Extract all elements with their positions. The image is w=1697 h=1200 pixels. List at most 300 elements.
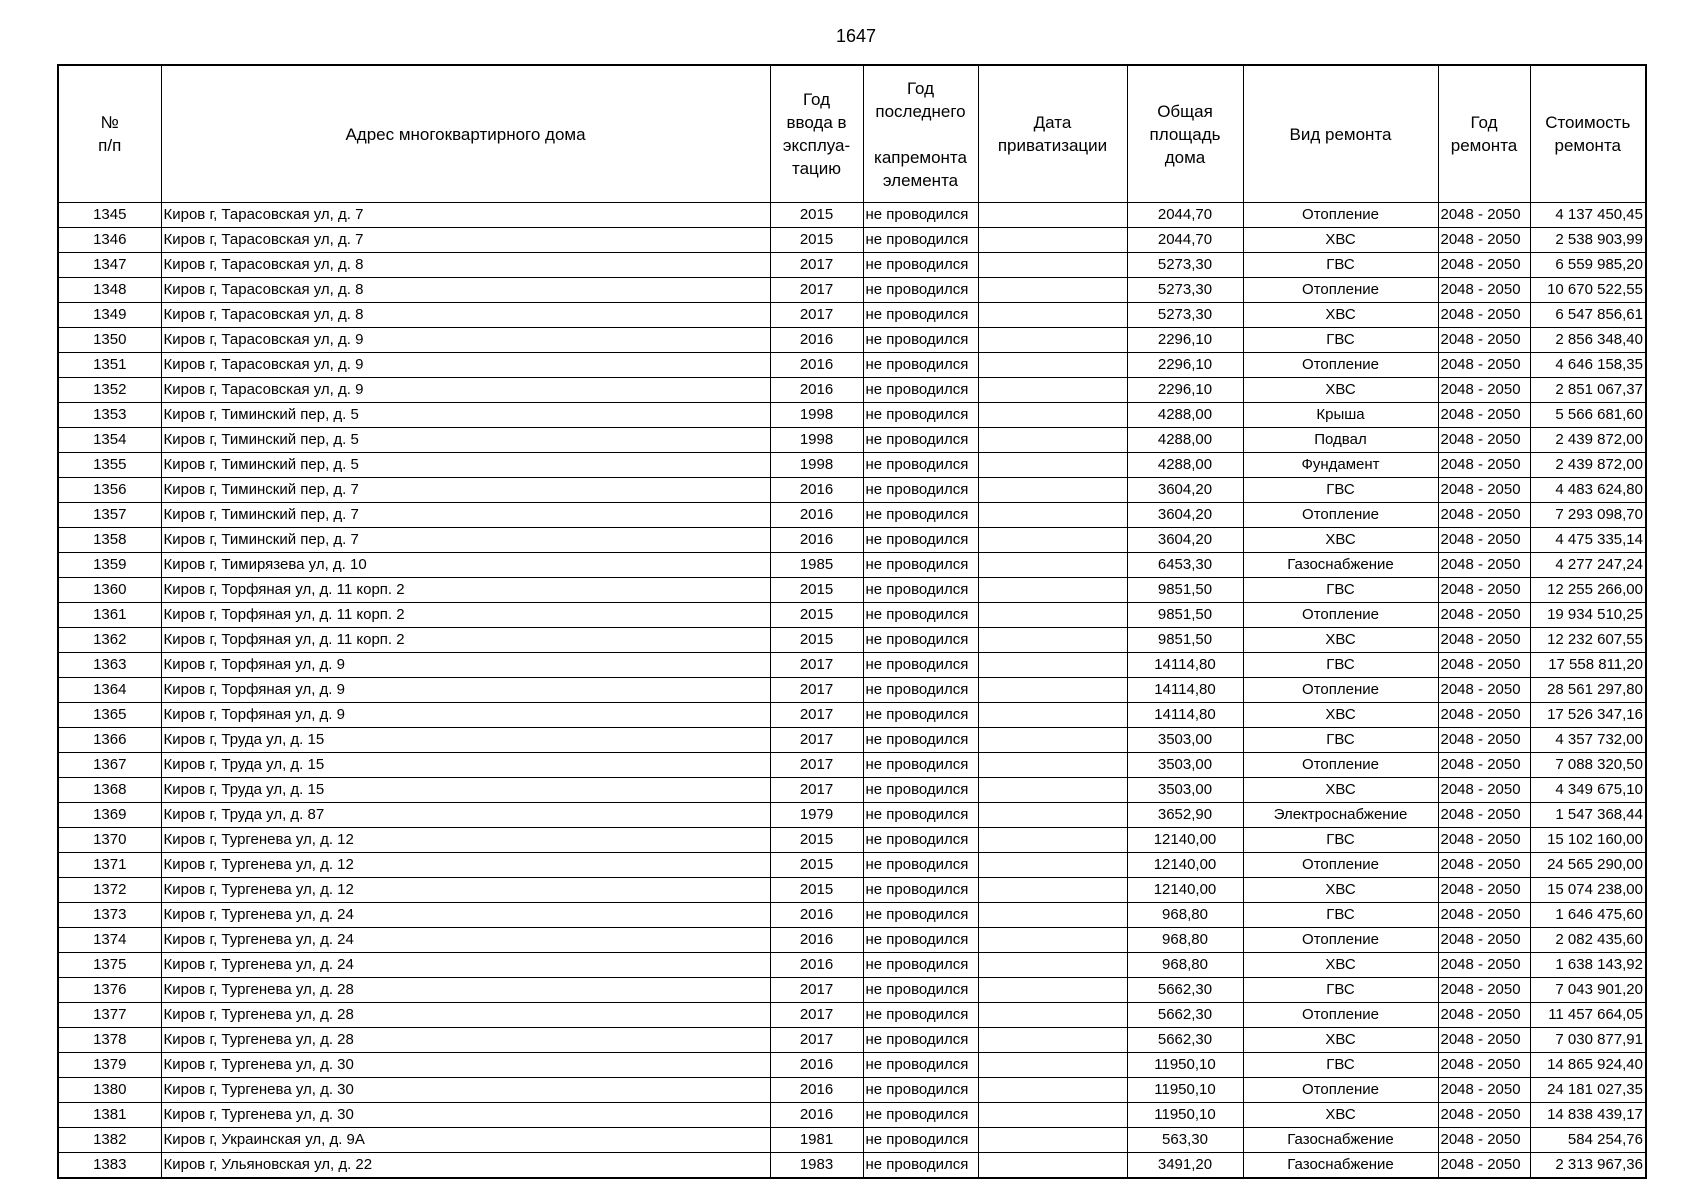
last-repair-cell: не проводился xyxy=(863,728,978,753)
repair-type-cell: ХВС xyxy=(1243,778,1438,803)
cost-cell: 15 074 238,00 xyxy=(1530,878,1646,903)
address-cell: Киров г, Тургенева ул, д. 12 xyxy=(161,853,770,878)
repair-period-cell: 2048 - 2050 xyxy=(1438,1078,1530,1103)
row-number: 1352 xyxy=(58,378,161,403)
year-built-cell: 2015 xyxy=(770,603,863,628)
table-header xyxy=(58,65,1646,203)
repair-type-cell: ХВС xyxy=(1243,1103,1438,1128)
table-row xyxy=(58,928,1646,953)
table-row xyxy=(58,228,1646,253)
area-cell: 11950,10 xyxy=(1127,1103,1243,1128)
table-row xyxy=(58,1078,1646,1103)
cost-cell: 4 646 158,35 xyxy=(1530,353,1646,378)
repair-type-cell: ГВС xyxy=(1243,828,1438,853)
area-cell: 14114,80 xyxy=(1127,703,1243,728)
table-row xyxy=(58,903,1646,928)
last-repair-cell: не проводился xyxy=(863,978,978,1003)
cost-cell: 14 865 924,40 xyxy=(1530,1053,1646,1078)
row-number: 1357 xyxy=(58,503,161,528)
year-built-cell: 2015 xyxy=(770,578,863,603)
repair-period-cell: 2048 - 2050 xyxy=(1438,403,1530,428)
year-built-cell: 2017 xyxy=(770,303,863,328)
repair-type-cell: Электроснабжение xyxy=(1243,803,1438,828)
last-repair-cell: не проводился xyxy=(863,778,978,803)
repair-type-cell: Отопление xyxy=(1243,928,1438,953)
repair-period-cell: 2048 - 2050 xyxy=(1438,528,1530,553)
row-number: 1381 xyxy=(58,1103,161,1128)
repair-type-cell: ГВС xyxy=(1243,903,1438,928)
privatization-cell xyxy=(978,328,1127,353)
repair-period-cell: 2048 - 2050 xyxy=(1438,853,1530,878)
repair-type-cell: ХВС xyxy=(1243,378,1438,403)
address-cell: Киров г, Тиминский пер, д. 5 xyxy=(161,403,770,428)
year-built-cell: 2015 xyxy=(770,828,863,853)
address-cell: Киров г, Труда ул, д. 87 xyxy=(161,803,770,828)
repair-type-cell: Отопление xyxy=(1243,603,1438,628)
header-address: Адрес многоквартирного дома xyxy=(161,65,770,203)
privatization-cell xyxy=(978,1028,1127,1053)
header-area: Общая площадь дома xyxy=(1127,65,1243,203)
last-repair-cell: не проводился xyxy=(863,1103,978,1128)
year-built-cell: 2016 xyxy=(770,1103,863,1128)
privatization-cell xyxy=(978,403,1127,428)
area-cell: 11950,10 xyxy=(1127,1053,1243,1078)
address-cell: Киров г, Тургенева ул, д. 28 xyxy=(161,1003,770,1028)
repair-type-cell: Отопление xyxy=(1243,503,1438,528)
repair-period-cell: 2048 - 2050 xyxy=(1438,203,1530,228)
row-number: 1351 xyxy=(58,353,161,378)
table-row xyxy=(58,403,1646,428)
address-cell: Киров г, Тарасовская ул, д. 8 xyxy=(161,303,770,328)
table-row xyxy=(58,1053,1646,1078)
area-cell: 2296,10 xyxy=(1127,328,1243,353)
repair-period-cell: 2048 - 2050 xyxy=(1438,803,1530,828)
address-cell: Киров г, Тургенева ул, д. 12 xyxy=(161,828,770,853)
table-row xyxy=(58,678,1646,703)
repair-type-cell: Отопление xyxy=(1243,678,1438,703)
year-built-cell: 2016 xyxy=(770,503,863,528)
address-cell: Киров г, Тарасовская ул, д. 8 xyxy=(161,253,770,278)
year-built-cell: 2015 xyxy=(770,878,863,903)
cost-cell: 28 561 297,80 xyxy=(1530,678,1646,703)
row-number: 1345 xyxy=(58,203,161,228)
table-row xyxy=(58,553,1646,578)
year-built-cell: 2017 xyxy=(770,978,863,1003)
row-number: 1362 xyxy=(58,628,161,653)
row-number: 1350 xyxy=(58,328,161,353)
year-built-cell: 2017 xyxy=(770,1003,863,1028)
repair-period-cell: 2048 - 2050 xyxy=(1438,728,1530,753)
last-repair-cell: не проводился xyxy=(863,928,978,953)
row-number: 1383 xyxy=(58,1153,161,1179)
privatization-cell xyxy=(978,653,1127,678)
address-cell: Киров г, Тургенева ул, д. 30 xyxy=(161,1053,770,1078)
cost-cell: 14 838 439,17 xyxy=(1530,1103,1646,1128)
privatization-cell xyxy=(978,378,1127,403)
table-row xyxy=(58,953,1646,978)
repair-type-cell: Газоснабжение xyxy=(1243,553,1438,578)
header-year-built: Год ввода в эксплуа- тацию xyxy=(770,65,863,203)
area-cell: 3604,20 xyxy=(1127,503,1243,528)
address-cell: Киров г, Тиминский пер, д. 7 xyxy=(161,528,770,553)
address-cell: Киров г, Торфяная ул, д. 11 корп. 2 xyxy=(161,603,770,628)
address-cell: Киров г, Тарасовская ул, д. 9 xyxy=(161,328,770,353)
area-cell: 2296,10 xyxy=(1127,353,1243,378)
year-built-cell: 1998 xyxy=(770,403,863,428)
table-row xyxy=(58,578,1646,603)
row-number: 1365 xyxy=(58,703,161,728)
address-cell: Киров г, Торфяная ул, д. 11 корп. 2 xyxy=(161,578,770,603)
cost-cell: 10 670 522,55 xyxy=(1530,278,1646,303)
privatization-cell xyxy=(978,828,1127,853)
privatization-cell xyxy=(978,253,1127,278)
repair-type-cell: ГВС xyxy=(1243,478,1438,503)
year-built-cell: 2016 xyxy=(770,478,863,503)
repair-period-cell: 2048 - 2050 xyxy=(1438,228,1530,253)
repair-period-cell: 2048 - 2050 xyxy=(1438,278,1530,303)
repair-period-cell: 2048 - 2050 xyxy=(1438,1128,1530,1153)
cost-cell: 4 357 732,00 xyxy=(1530,728,1646,753)
repair-period-cell: 2048 - 2050 xyxy=(1438,753,1530,778)
area-cell: 12140,00 xyxy=(1127,853,1243,878)
privatization-cell xyxy=(978,203,1127,228)
row-number: 1361 xyxy=(58,603,161,628)
area-cell: 9851,50 xyxy=(1127,628,1243,653)
repair-period-cell: 2048 - 2050 xyxy=(1438,328,1530,353)
row-number: 1368 xyxy=(58,778,161,803)
area-cell: 5662,30 xyxy=(1127,1003,1243,1028)
address-cell: Киров г, Тиминский пер, д. 7 xyxy=(161,503,770,528)
table-row xyxy=(58,503,1646,528)
privatization-cell xyxy=(978,1078,1127,1103)
row-number: 1367 xyxy=(58,753,161,778)
address-cell: Киров г, Тургенева ул, д. 28 xyxy=(161,978,770,1003)
last-repair-cell: не проводился xyxy=(863,753,978,778)
address-cell: Киров г, Тимирязева ул, д. 10 xyxy=(161,553,770,578)
table-row xyxy=(58,1003,1646,1028)
address-cell: Киров г, Тургенева ул, д. 12 xyxy=(161,878,770,903)
cost-cell: 4 349 675,10 xyxy=(1530,778,1646,803)
year-built-cell: 1998 xyxy=(770,453,863,478)
repair-period-cell: 2048 - 2050 xyxy=(1438,628,1530,653)
privatization-cell xyxy=(978,878,1127,903)
privatization-cell xyxy=(978,303,1127,328)
year-built-cell: 1979 xyxy=(770,803,863,828)
privatization-cell xyxy=(978,228,1127,253)
table-row xyxy=(58,828,1646,853)
area-cell: 968,80 xyxy=(1127,953,1243,978)
year-built-cell: 2017 xyxy=(770,778,863,803)
repair-period-cell: 2048 - 2050 xyxy=(1438,503,1530,528)
privatization-cell xyxy=(978,628,1127,653)
repair-period-cell: 2048 - 2050 xyxy=(1438,878,1530,903)
repair-period-cell: 2048 - 2050 xyxy=(1438,478,1530,503)
area-cell: 5273,30 xyxy=(1127,253,1243,278)
repair-type-cell: Отопление xyxy=(1243,203,1438,228)
cost-cell: 2 538 903,99 xyxy=(1530,228,1646,253)
repair-type-cell: Отопление xyxy=(1243,753,1438,778)
year-built-cell: 2015 xyxy=(770,853,863,878)
repair-period-cell: 2048 - 2050 xyxy=(1438,828,1530,853)
cost-cell: 6 547 856,61 xyxy=(1530,303,1646,328)
repair-period-cell: 2048 - 2050 xyxy=(1438,553,1530,578)
address-cell: Киров г, Тарасовская ул, д. 7 xyxy=(161,228,770,253)
year-built-cell: 2016 xyxy=(770,353,863,378)
address-cell: Киров г, Торфяная ул, д. 9 xyxy=(161,703,770,728)
address-cell: Киров г, Тургенева ул, д. 28 xyxy=(161,1028,770,1053)
row-number: 1366 xyxy=(58,728,161,753)
table-row xyxy=(58,853,1646,878)
last-repair-cell: не проводился xyxy=(863,528,978,553)
last-repair-cell: не проводился xyxy=(863,228,978,253)
address-cell: Киров г, Тургенева ул, д. 24 xyxy=(161,928,770,953)
address-cell: Киров г, Ульяновская ул, д. 22 xyxy=(161,1153,770,1179)
header-row xyxy=(58,65,1646,203)
table-row xyxy=(58,603,1646,628)
row-number: 1359 xyxy=(58,553,161,578)
table-row xyxy=(58,203,1646,228)
table-row xyxy=(58,703,1646,728)
table-row xyxy=(58,253,1646,278)
address-cell: Киров г, Торфяная ул, д. 9 xyxy=(161,653,770,678)
address-cell: Киров г, Тарасовская ул, д. 9 xyxy=(161,378,770,403)
repair-type-cell: Подвал xyxy=(1243,428,1438,453)
address-cell: Киров г, Украинская ул, д. 9А xyxy=(161,1128,770,1153)
year-built-cell: 2017 xyxy=(770,753,863,778)
table-row xyxy=(58,453,1646,478)
row-number: 1371 xyxy=(58,853,161,878)
year-built-cell: 2017 xyxy=(770,728,863,753)
last-repair-cell: не проводился xyxy=(863,678,978,703)
repair-period-cell: 2048 - 2050 xyxy=(1438,978,1530,1003)
table-row xyxy=(58,328,1646,353)
row-number: 1360 xyxy=(58,578,161,603)
last-repair-cell: не проводился xyxy=(863,1153,978,1179)
last-repair-cell: не проводился xyxy=(863,503,978,528)
area-cell: 5273,30 xyxy=(1127,278,1243,303)
repair-period-cell: 2048 - 2050 xyxy=(1438,378,1530,403)
repair-type-cell: Отопление xyxy=(1243,278,1438,303)
year-built-cell: 1981 xyxy=(770,1128,863,1153)
cost-cell: 4 277 247,24 xyxy=(1530,553,1646,578)
repair-period-cell: 2048 - 2050 xyxy=(1438,303,1530,328)
row-number: 1364 xyxy=(58,678,161,703)
year-built-cell: 2016 xyxy=(770,928,863,953)
repair-type-cell: ХВС xyxy=(1243,628,1438,653)
table-row xyxy=(58,1103,1646,1128)
table-row xyxy=(58,628,1646,653)
area-cell: 11950,10 xyxy=(1127,1078,1243,1103)
table-row xyxy=(58,378,1646,403)
area-cell: 9851,50 xyxy=(1127,578,1243,603)
privatization-cell xyxy=(978,603,1127,628)
cost-cell: 5 566 681,60 xyxy=(1530,403,1646,428)
area-cell: 14114,80 xyxy=(1127,653,1243,678)
privatization-cell xyxy=(978,453,1127,478)
area-cell: 4288,00 xyxy=(1127,428,1243,453)
address-cell: Киров г, Тарасовская ул, д. 8 xyxy=(161,278,770,303)
cost-cell: 1 646 475,60 xyxy=(1530,903,1646,928)
cost-cell: 2 851 067,37 xyxy=(1530,378,1646,403)
address-cell: Киров г, Тиминский пер, д. 5 xyxy=(161,453,770,478)
privatization-cell xyxy=(978,978,1127,1003)
table-row xyxy=(58,778,1646,803)
cost-cell: 17 558 811,20 xyxy=(1530,653,1646,678)
area-cell: 14114,80 xyxy=(1127,678,1243,703)
address-cell: Киров г, Тургенева ул, д. 30 xyxy=(161,1078,770,1103)
row-number: 1382 xyxy=(58,1128,161,1153)
last-repair-cell: не проводился xyxy=(863,403,978,428)
last-repair-cell: не проводился xyxy=(863,303,978,328)
row-number: 1378 xyxy=(58,1028,161,1053)
table-row xyxy=(58,728,1646,753)
cost-cell: 584 254,76 xyxy=(1530,1128,1646,1153)
cost-cell: 11 457 664,05 xyxy=(1530,1003,1646,1028)
header-privatization: Дата приватизации xyxy=(978,65,1127,203)
cost-cell: 6 559 985,20 xyxy=(1530,253,1646,278)
last-repair-cell: не проводился xyxy=(863,578,978,603)
year-built-cell: 1983 xyxy=(770,1153,863,1179)
table-body xyxy=(58,203,1646,1179)
table-row xyxy=(58,753,1646,778)
privatization-cell xyxy=(978,553,1127,578)
area-cell: 2044,70 xyxy=(1127,203,1243,228)
repair-type-cell: ХВС xyxy=(1243,1028,1438,1053)
cost-cell: 7 030 877,91 xyxy=(1530,1028,1646,1053)
table-row xyxy=(58,428,1646,453)
last-repair-cell: не проводился xyxy=(863,1053,978,1078)
last-repair-cell: не проводился xyxy=(863,478,978,503)
cost-cell: 12 232 607,55 xyxy=(1530,628,1646,653)
last-repair-cell: не проводился xyxy=(863,853,978,878)
row-number: 1376 xyxy=(58,978,161,1003)
cost-cell: 2 313 967,36 xyxy=(1530,1153,1646,1179)
privatization-cell xyxy=(978,903,1127,928)
cost-cell: 2 439 872,00 xyxy=(1530,453,1646,478)
privatization-cell xyxy=(978,1053,1127,1078)
last-repair-cell: не проводился xyxy=(863,603,978,628)
area-cell: 3604,20 xyxy=(1127,528,1243,553)
address-cell: Киров г, Торфяная ул, д. 11 корп. 2 xyxy=(161,628,770,653)
area-cell: 12140,00 xyxy=(1127,828,1243,853)
table-row xyxy=(58,303,1646,328)
year-built-cell: 2016 xyxy=(770,528,863,553)
last-repair-cell: не проводился xyxy=(863,1003,978,1028)
row-number: 1380 xyxy=(58,1078,161,1103)
area-cell: 5662,30 xyxy=(1127,978,1243,1003)
row-number: 1370 xyxy=(58,828,161,853)
row-number: 1354 xyxy=(58,428,161,453)
cost-cell: 19 934 510,25 xyxy=(1530,603,1646,628)
privatization-cell xyxy=(978,953,1127,978)
area-cell: 2044,70 xyxy=(1127,228,1243,253)
last-repair-cell: не проводился xyxy=(863,828,978,853)
repair-period-cell: 2048 - 2050 xyxy=(1438,603,1530,628)
privatization-cell xyxy=(978,1153,1127,1179)
address-cell: Киров г, Тиминский пер, д. 7 xyxy=(161,478,770,503)
row-number: 1377 xyxy=(58,1003,161,1028)
year-built-cell: 2017 xyxy=(770,253,863,278)
repair-period-cell: 2048 - 2050 xyxy=(1438,653,1530,678)
address-cell: Киров г, Труда ул, д. 15 xyxy=(161,778,770,803)
area-cell: 3503,00 xyxy=(1127,778,1243,803)
address-cell: Киров г, Труда ул, д. 15 xyxy=(161,753,770,778)
last-repair-cell: не проводился xyxy=(863,903,978,928)
cost-cell: 4 137 450,45 xyxy=(1530,203,1646,228)
last-repair-cell: не проводился xyxy=(863,328,978,353)
privatization-cell xyxy=(978,578,1127,603)
privatization-cell xyxy=(978,428,1127,453)
year-built-cell: 2017 xyxy=(770,1028,863,1053)
cost-cell: 7 293 098,70 xyxy=(1530,503,1646,528)
repair-type-cell: ХВС xyxy=(1243,303,1438,328)
address-cell: Киров г, Труда ул, д. 15 xyxy=(161,728,770,753)
repair-type-cell: Отопление xyxy=(1243,1003,1438,1028)
privatization-cell xyxy=(978,1003,1127,1028)
last-repair-cell: не проводился xyxy=(863,453,978,478)
privatization-cell xyxy=(978,753,1127,778)
area-cell: 3652,90 xyxy=(1127,803,1243,828)
year-built-cell: 2016 xyxy=(770,953,863,978)
last-repair-cell: не проводился xyxy=(863,553,978,578)
repair-period-cell: 2048 - 2050 xyxy=(1438,778,1530,803)
last-repair-cell: не проводился xyxy=(863,1028,978,1053)
repair-period-cell: 2048 - 2050 xyxy=(1438,353,1530,378)
cost-cell: 17 526 347,16 xyxy=(1530,703,1646,728)
area-cell: 5662,30 xyxy=(1127,1028,1243,1053)
last-repair-cell: не проводился xyxy=(863,1078,978,1103)
cost-cell: 7 043 901,20 xyxy=(1530,978,1646,1003)
repair-type-cell: Крыша xyxy=(1243,403,1438,428)
cost-cell: 4 475 335,14 xyxy=(1530,528,1646,553)
area-cell: 3604,20 xyxy=(1127,478,1243,503)
row-number: 1356 xyxy=(58,478,161,503)
cost-cell: 12 255 266,00 xyxy=(1530,578,1646,603)
repair-type-cell: Отопление xyxy=(1243,1078,1438,1103)
repair-type-cell: ГВС xyxy=(1243,328,1438,353)
address-cell: Киров г, Тургенева ул, д. 30 xyxy=(161,1103,770,1128)
header-last-repair: Год последнего капремонта элемента xyxy=(863,65,978,203)
year-built-cell: 2016 xyxy=(770,1053,863,1078)
repair-type-cell: ХВС xyxy=(1243,953,1438,978)
repair-type-cell: ГВС xyxy=(1243,728,1438,753)
area-cell: 6453,30 xyxy=(1127,553,1243,578)
address-cell: Киров г, Тарасовская ул, д. 7 xyxy=(161,203,770,228)
last-repair-cell: не проводился xyxy=(863,1128,978,1153)
repair-type-cell: Фундамент xyxy=(1243,453,1438,478)
year-built-cell: 2016 xyxy=(770,903,863,928)
last-repair-cell: не проводился xyxy=(863,353,978,378)
privatization-cell xyxy=(978,703,1127,728)
year-built-cell: 2015 xyxy=(770,628,863,653)
year-built-cell: 2017 xyxy=(770,278,863,303)
last-repair-cell: не проводился xyxy=(863,953,978,978)
last-repair-cell: не проводился xyxy=(863,203,978,228)
row-number: 1346 xyxy=(58,228,161,253)
repair-type-cell: ГВС xyxy=(1243,253,1438,278)
cost-cell: 7 088 320,50 xyxy=(1530,753,1646,778)
last-repair-cell: не проводился xyxy=(863,378,978,403)
row-number: 1347 xyxy=(58,253,161,278)
cost-cell: 24 565 290,00 xyxy=(1530,853,1646,878)
repair-period-cell: 2048 - 2050 xyxy=(1438,1153,1530,1179)
repair-period-cell: 2048 - 2050 xyxy=(1438,1103,1530,1128)
table-row xyxy=(58,1028,1646,1053)
table-row xyxy=(58,1128,1646,1153)
repair-type-cell: ГВС xyxy=(1243,578,1438,603)
header-repair-year: Год ремонта xyxy=(1438,65,1530,203)
repair-type-cell: Газоснабжение xyxy=(1243,1128,1438,1153)
